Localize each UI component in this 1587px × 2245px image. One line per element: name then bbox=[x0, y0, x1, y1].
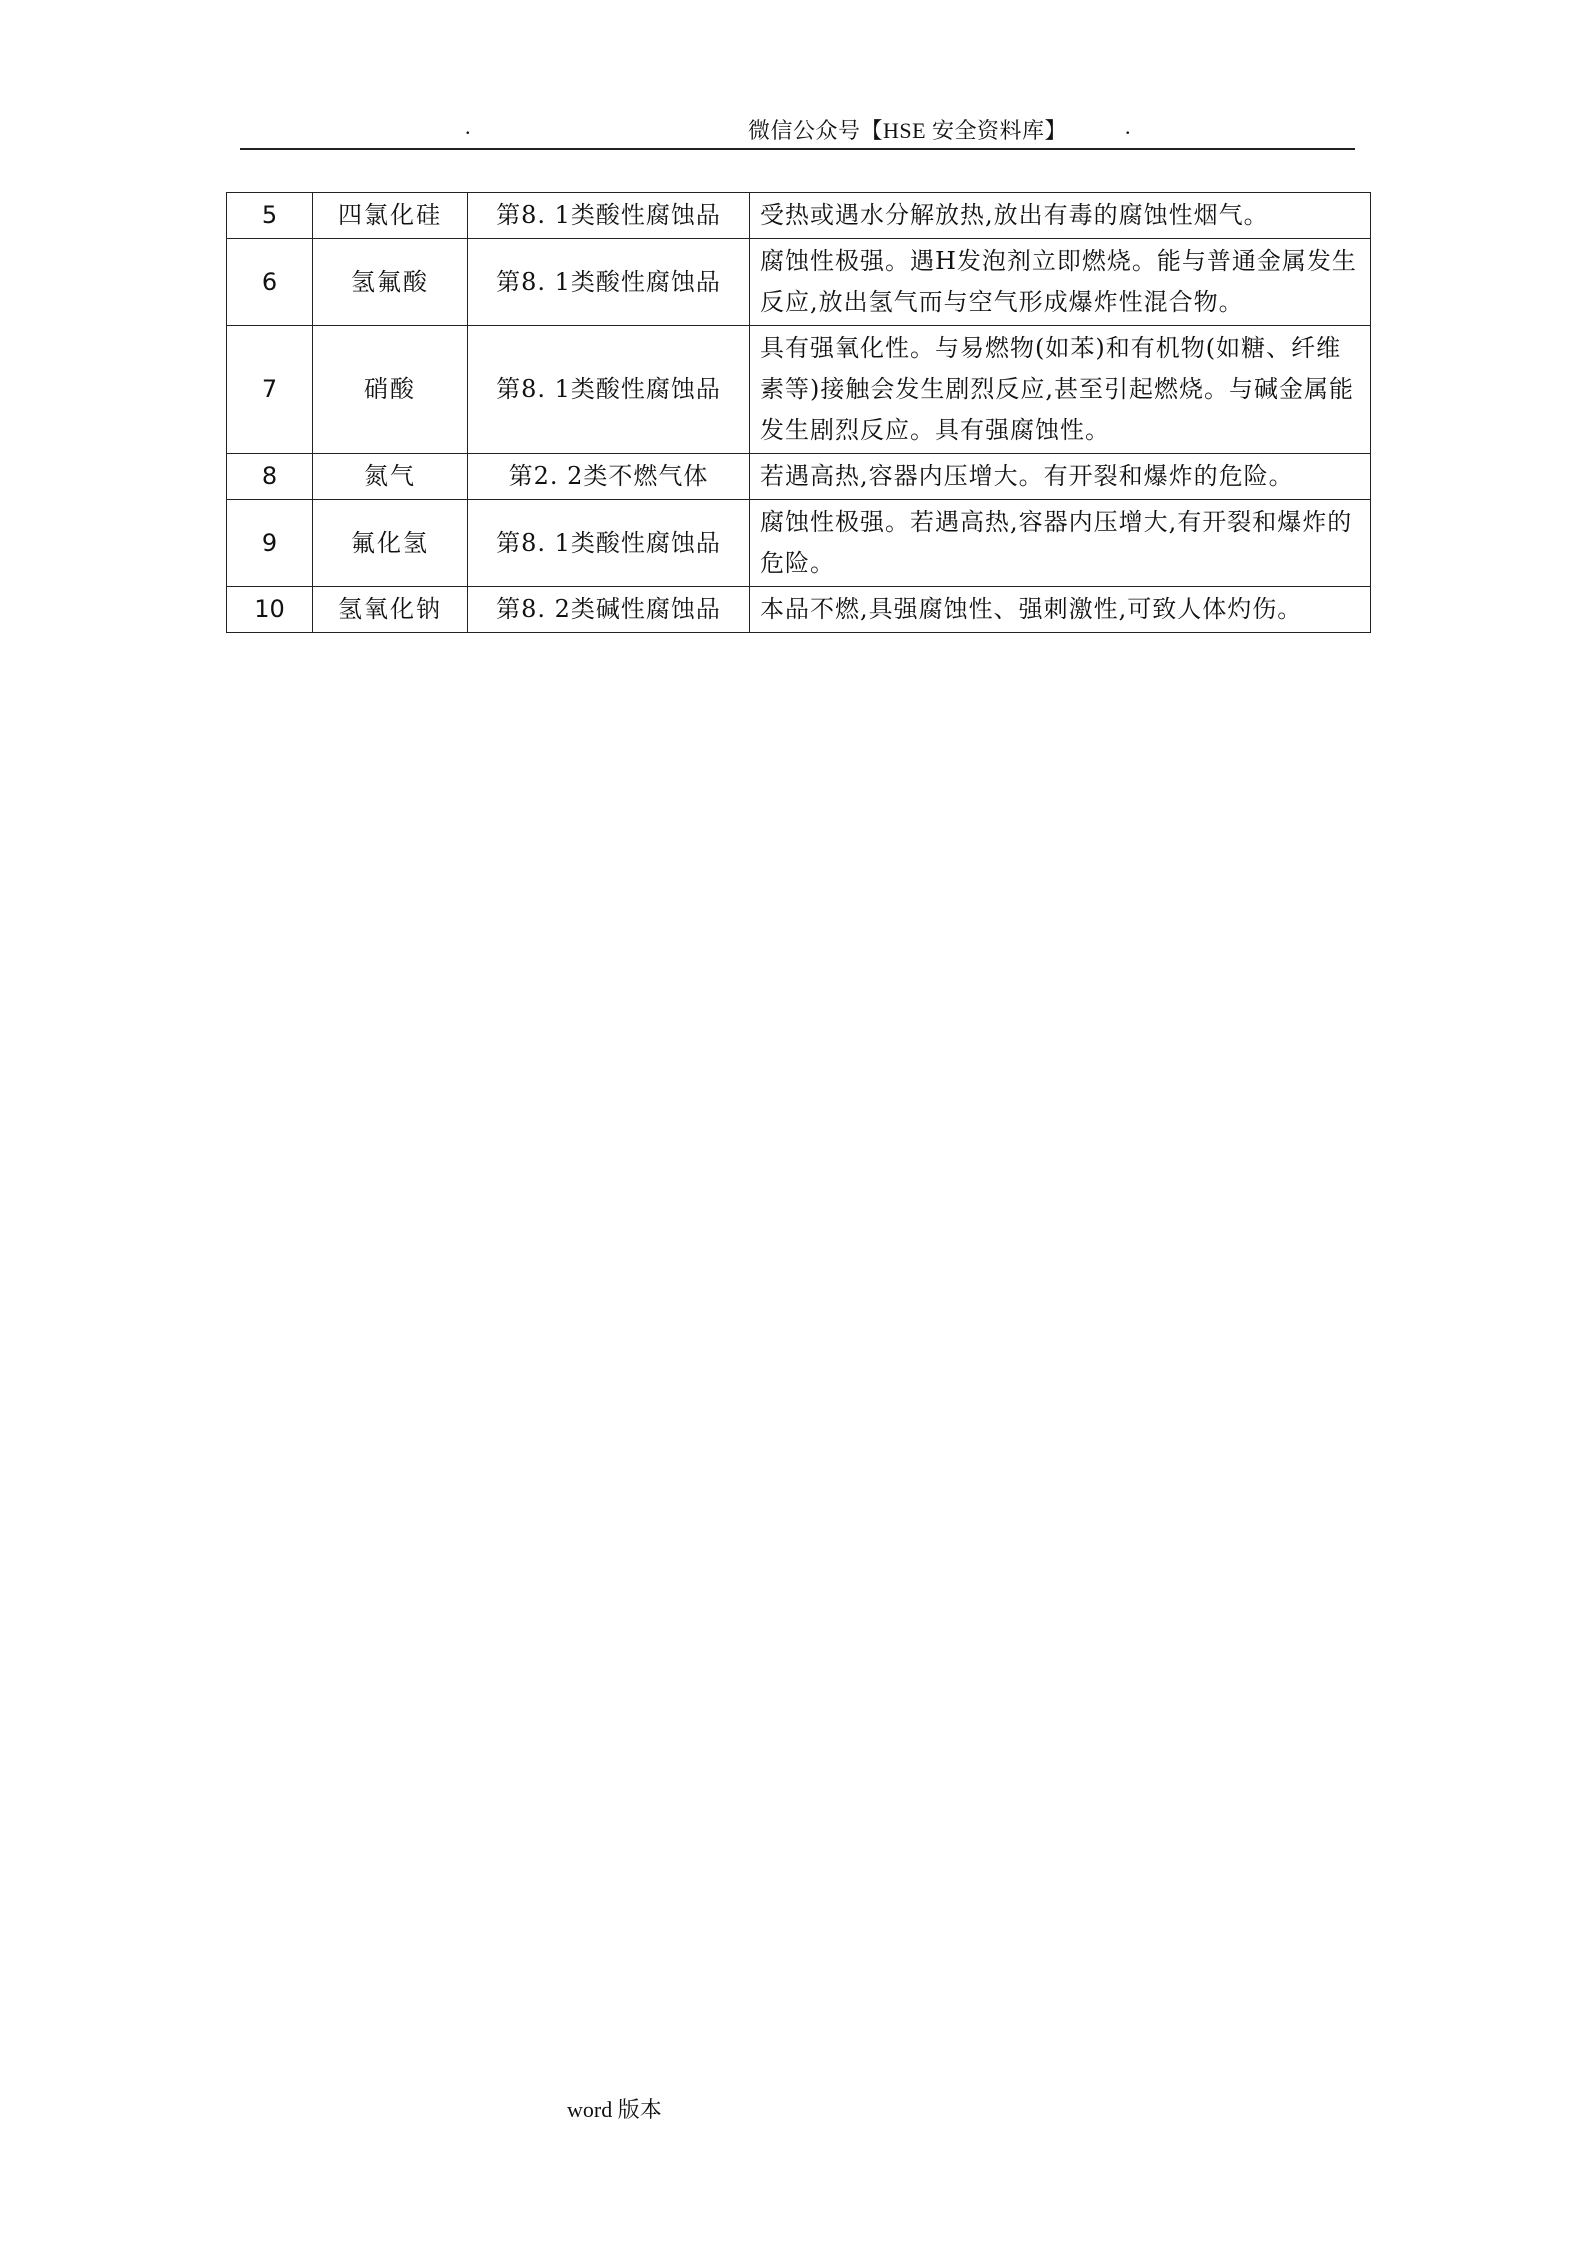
hazard-description: 腐蚀性极强。若遇高热,容器内压增大,有开裂和爆炸的危险。 bbox=[750, 500, 1371, 587]
chemical-name: 氮气 bbox=[313, 454, 468, 500]
chemical-name: 氢氧化钠 bbox=[313, 587, 468, 633]
chemical-hazard-table bbox=[226, 192, 1371, 633]
row-number: 6 bbox=[227, 239, 313, 326]
row-number: 7 bbox=[227, 326, 313, 454]
row-number: 5 bbox=[227, 193, 313, 239]
table-row bbox=[227, 239, 1371, 326]
table-row bbox=[227, 193, 1371, 239]
hazard-class: 第8. 1类酸性腐蚀品 bbox=[468, 193, 750, 239]
hazard-description: 具有强氧化性。与易燃物(如苯)和有机物(如糖、纤维素等)接触会发生剧烈反应,甚至引起燃烧。与碱金属能发生剧烈反应。具有强腐蚀性。 bbox=[750, 326, 1371, 454]
hazard-description: 腐蚀性极强。遇H发泡剂立即燃烧。能与普通金属发生反应,放出氢气而与空气形成爆炸性混合物。 bbox=[750, 239, 1371, 326]
page-header bbox=[240, 108, 1355, 150]
chemical-name: 氟化氢 bbox=[313, 500, 468, 587]
hazard-description: 受热或遇水分解放热,放出有毒的腐蚀性烟气。 bbox=[750, 193, 1371, 239]
header-title: 微信公众号【HSE 安全资料库】 bbox=[748, 118, 1068, 143]
hazard-class: 第8. 1类酸性腐蚀品 bbox=[468, 500, 750, 587]
hazard-class: 第8. 2类碱性腐蚀品 bbox=[468, 587, 750, 633]
table-row bbox=[227, 587, 1371, 633]
row-number: 9 bbox=[227, 500, 313, 587]
hazard-description: 本品不燃,具强腐蚀性、强刺激性,可致人体灼伤。 bbox=[750, 587, 1371, 633]
row-number: 8 bbox=[227, 454, 313, 500]
row-number: 10 bbox=[227, 587, 313, 633]
chemical-name: 氢氟酸 bbox=[313, 239, 468, 326]
chemical-name: 四氯化硅 bbox=[313, 193, 468, 239]
header-dot-left: . bbox=[465, 114, 471, 139]
hazard-class: 第8. 1类酸性腐蚀品 bbox=[468, 239, 750, 326]
hazard-description: 若遇高热,容器内压增大。有开裂和爆炸的危险。 bbox=[750, 454, 1371, 500]
table-row bbox=[227, 326, 1371, 454]
hazard-class: 第2. 2类不燃气体 bbox=[468, 454, 750, 500]
hazard-class: 第8. 1类酸性腐蚀品 bbox=[468, 326, 750, 454]
table-row bbox=[227, 454, 1371, 500]
header-dot-right: . bbox=[1125, 114, 1131, 139]
page-footer: word 版本 bbox=[567, 2097, 662, 2122]
table-row bbox=[227, 500, 1371, 587]
chemical-name: 硝酸 bbox=[313, 326, 468, 454]
